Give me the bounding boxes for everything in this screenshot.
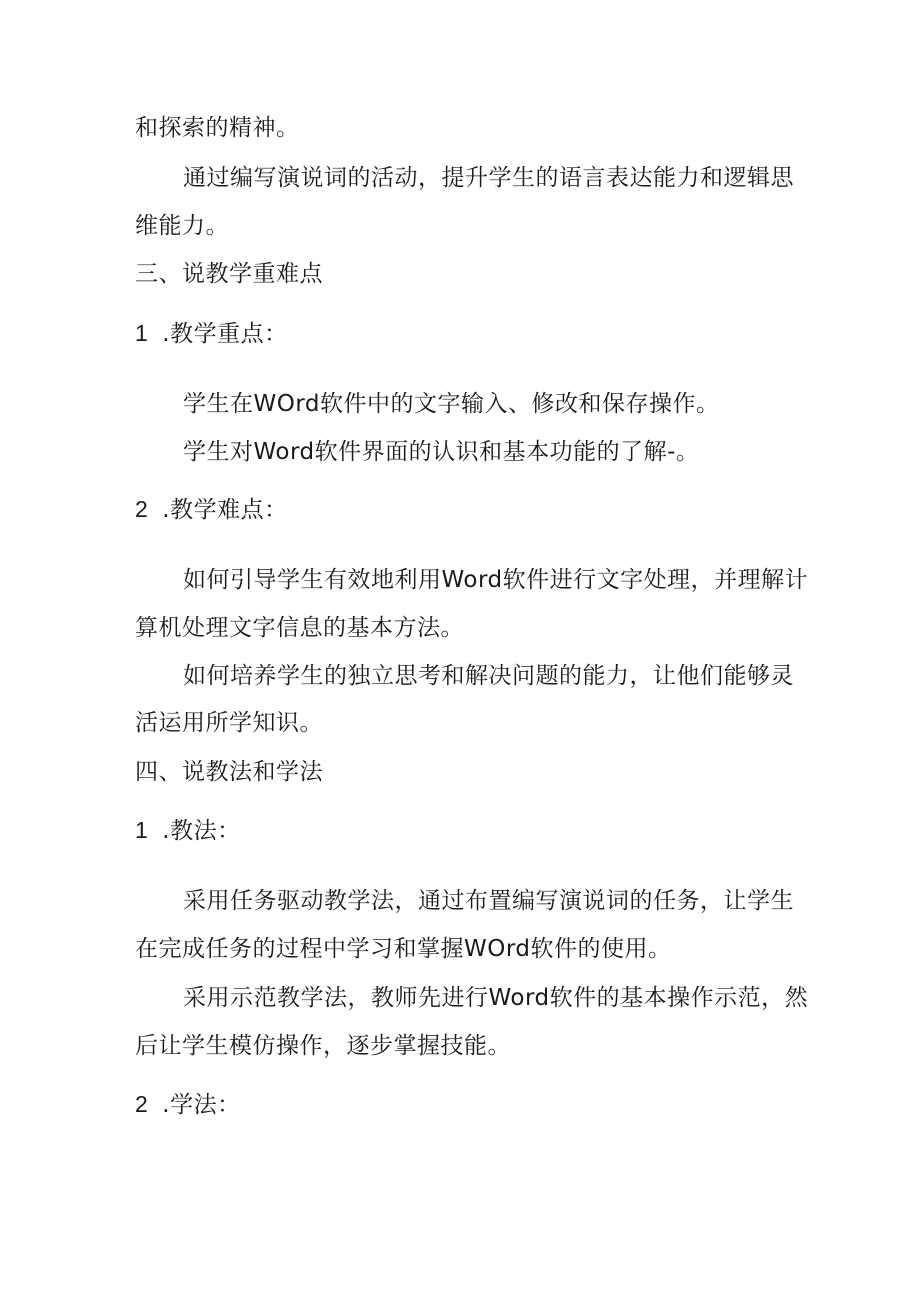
item-number: 1 [135,320,149,346]
paragraph-line: 在完成任务的过程中学习和掌握WOrd软件的使用。 [135,936,672,962]
paragraph-line: 算机处理文字信息的基本方法。 [135,615,464,641]
paragraph-line: 学生对Word软件界面的认识和基本功能的了解-。 [183,439,700,465]
paragraph-line: 维能力。 [135,213,229,239]
paragraph-line: 采用任务驱动教学法，通过布置编写演说词的任务，让学生 [183,888,794,914]
item-title: .学法： [162,1092,241,1118]
section-heading: 四、说教法和学法 [135,759,323,785]
item-number: 2 [135,1091,149,1117]
paragraph-line: 如何培养学生的独立思考和解决问题的能力，让他们能够灵 [183,663,794,689]
subsection-heading [135,318,288,349]
paragraph-line: 后让学生模仿操作，逐步掌握技能。 [135,1033,511,1059]
subsection-heading [135,815,241,846]
paragraph-line: 活运用所学知识。 [135,710,323,736]
item-number: 1 [135,817,149,843]
paragraph-line: 采用示范教学法，教师先进行Word软件的基本操作示范，然 [183,985,809,1011]
paragraph-line: 和探索的精神。 [135,115,300,141]
paragraph-line: 如何引导学生有效地利用Word软件进行文字处理，并理解计 [183,567,809,593]
subsection-heading [135,1089,241,1120]
paragraph-line: 学生在WOrd软件中的文字输入、修改和保存操作。 [183,391,720,417]
item-title: .教学重点： [162,321,288,347]
item-title: .教法： [162,818,241,844]
subsection-heading [135,494,288,525]
item-number: 2 [135,496,149,522]
section-heading: 三、说教学重难点 [135,261,323,287]
item-title: .教学难点： [162,497,288,523]
paragraph-line: 通过编写演说词的活动，提升学生的语言表达能力和逻辑思 [183,165,794,191]
